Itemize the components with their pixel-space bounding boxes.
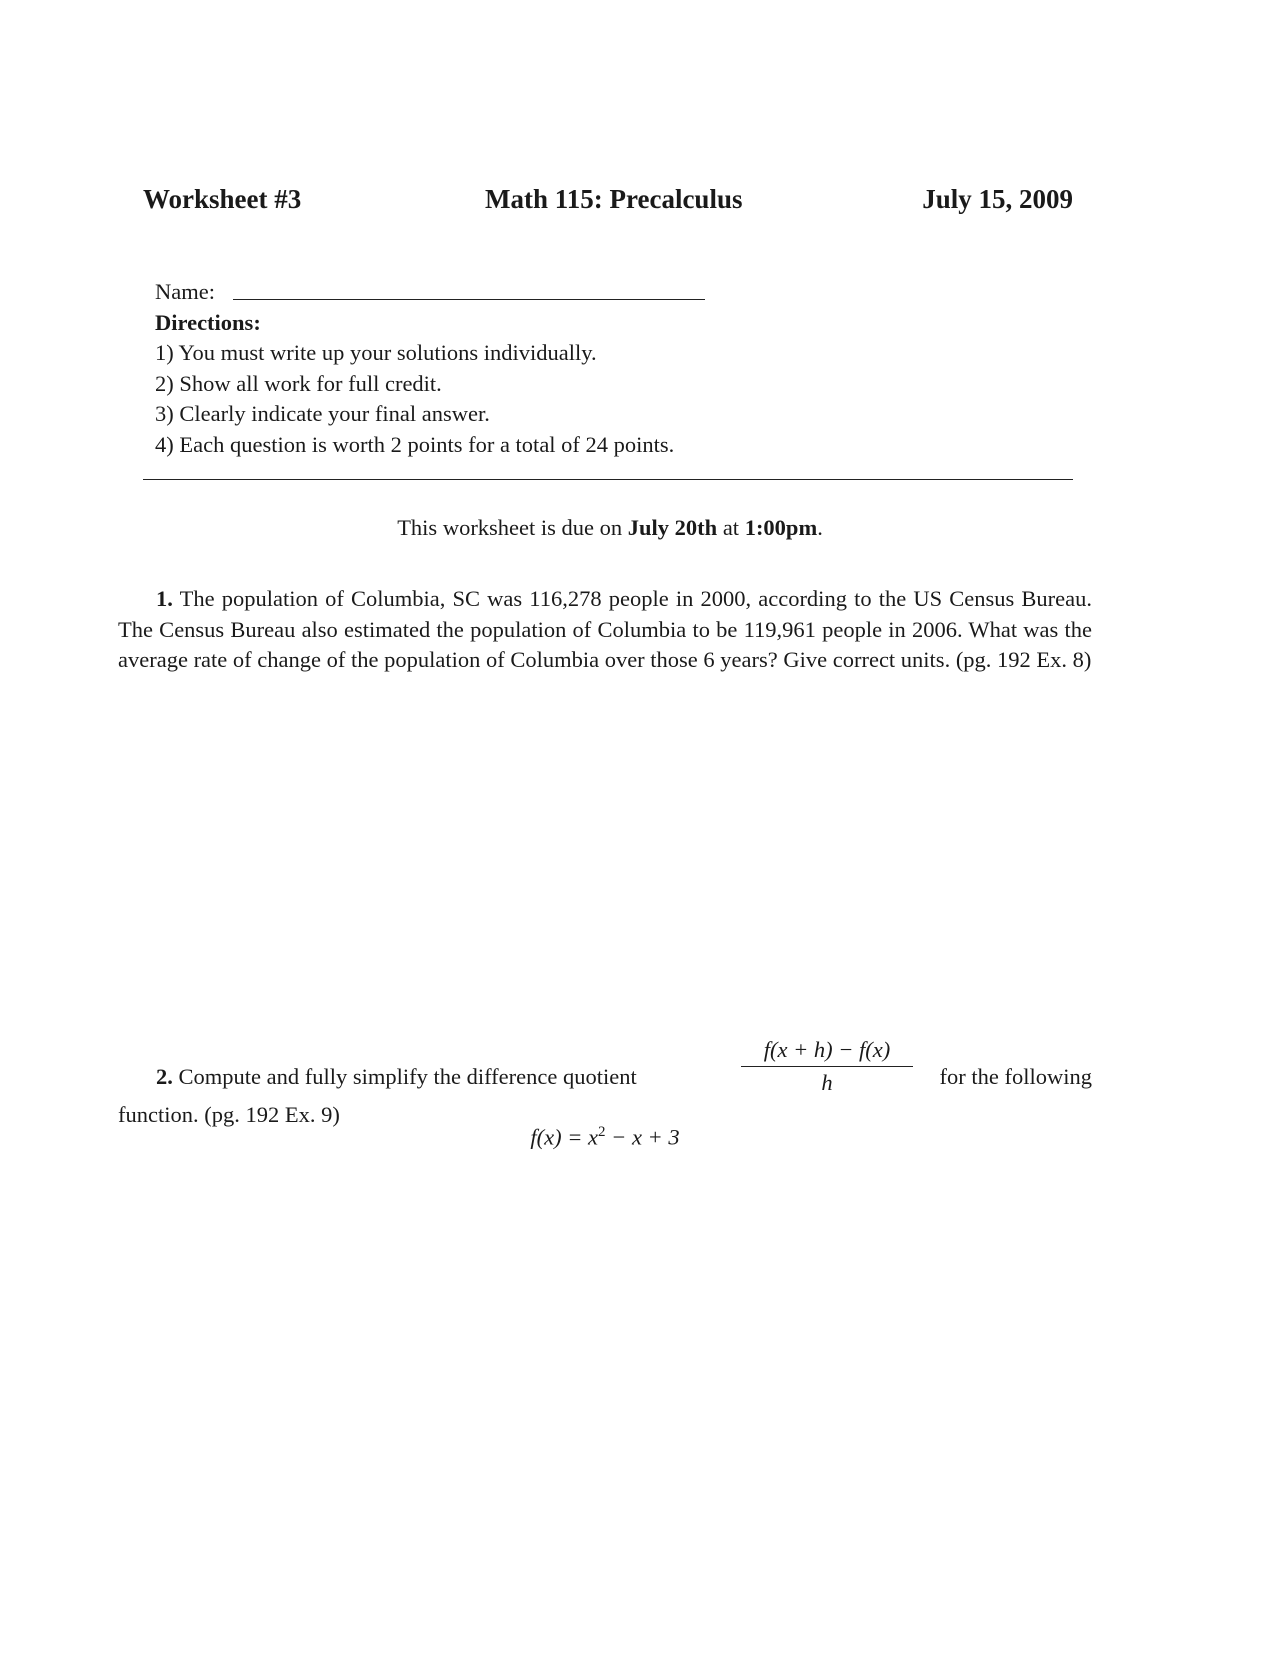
directions-block	[155, 277, 955, 460]
problem-1-number: 1.	[156, 586, 173, 611]
direction-item-4: 4) Each question is worth 2 points for a total of 24 points.	[155, 431, 675, 457]
problem-2-lead	[156, 1062, 637, 1093]
problem-2-number: 2.	[156, 1064, 173, 1089]
problem-1-text: The population of Columbia, SC was 116,278 people in 2000, according to the US Census Bureau. The Census Bureau also estimated the population of Columbia to be 119,961 people in 2006. What was the average rate of change of the population of Columbia over those 6 years? Give correct units. (pg. 192 Ex. 8)	[118, 586, 1092, 672]
name-row	[155, 277, 955, 308]
worksheet-title: Worksheet #3	[143, 184, 302, 214]
due-date: July 20th	[627, 515, 718, 540]
name-label: Name:	[155, 279, 215, 304]
due-middle: at	[722, 515, 740, 540]
problem-2	[118, 1037, 1092, 1131]
formula-exponent: 2	[598, 1124, 606, 1140]
fraction-denominator: h	[821, 1070, 833, 1095]
due-time: 1:00pm	[744, 515, 818, 540]
function-formula	[0, 1124, 1210, 1151]
name-blank-line	[233, 299, 705, 300]
difference-quotient-fraction	[741, 1035, 913, 1098]
problem-2-line-1	[118, 1037, 1092, 1100]
problem-2-text-after: for the following	[939, 1064, 1092, 1089]
due-date-notice	[0, 515, 1220, 541]
problem-2-line-2: function. (pg. 192 Ex. 9)	[118, 1102, 340, 1127]
directions-title: Directions:	[155, 309, 261, 335]
problem-1	[118, 584, 1092, 676]
worksheet-date: July 15, 2009	[922, 184, 1073, 214]
fraction-bar	[741, 1066, 913, 1067]
due-suffix: .	[817, 515, 823, 540]
direction-item-1: 1) You must write up your solutions individually.	[155, 340, 597, 365]
horizontal-rule	[143, 479, 1073, 480]
due-prefix: This worksheet is due on	[397, 515, 623, 540]
worksheet-header	[143, 184, 1073, 224]
course-title: Math 115: Precalculus	[485, 184, 743, 214]
direction-item-2: 2) Show all work for full credit.	[155, 370, 442, 396]
fraction-numerator: f(x + h) − f(x)	[763, 1037, 891, 1062]
formula-main: f(x) = x	[530, 1124, 599, 1150]
problem-2-text-before: Compute and fully simplify the difference quotient	[178, 1064, 637, 1089]
formula-tail: − x + 3	[605, 1124, 680, 1150]
direction-item-3: 3) Clearly indicate your final answer.	[155, 401, 490, 426]
